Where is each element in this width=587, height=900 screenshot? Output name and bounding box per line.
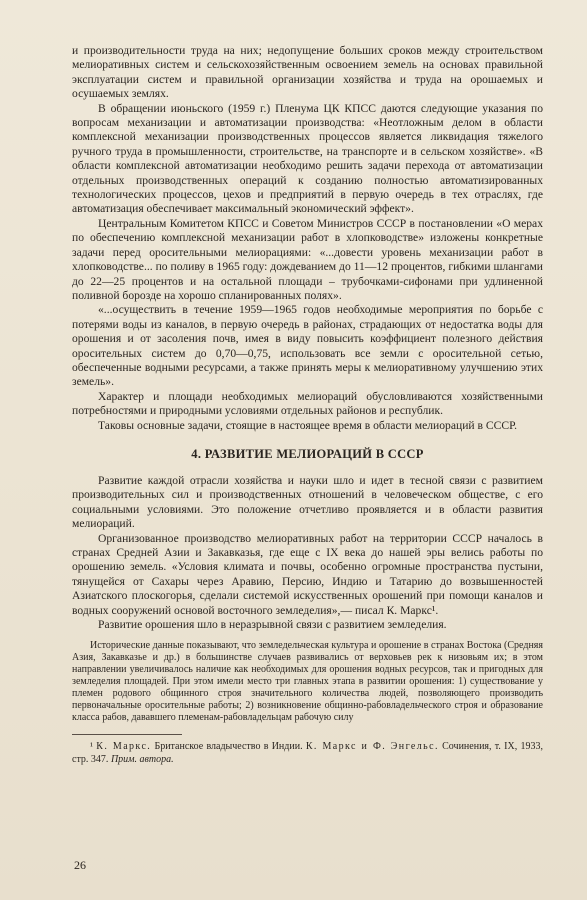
page-number: 26 [74, 858, 86, 872]
paragraph: Организованное производство мелиоративных работ на территории СССР началось в странах Средней Азии и Закавказья, где еще с IX века до нашей эры велись работы по орошению земель. «Условия климата и почвы, особенно огромные пространства пустыни, тянущейся от Сахары через Аравию, Персию, Индию и Татарию до возвышенностей Азиатского плоскогорья, сделали системой искусственных орошений при помощи каналов и водных сооружений основой восточного земледелия»,— писал К. Маркс¹. [72, 531, 543, 617]
footnote-author: К. Маркс. [96, 741, 152, 753]
paragraph: «...осуществить в течение 1959—1965 годов необходимые мероприятия по борьбе с потерями воды из каналов, в первую очередь в районах, страдающих от недостатка воды для орошения и от засоления почв, имея в виду повысить коэффициент полезного действия оросительных систем до 0,70—0,75, использовать все земли с оросительной сетью, обеспеченные водными ресурсами, а также принять меры к мелиоративному улучшению этих земель». [72, 303, 543, 389]
small-print-paragraph: Исторические данные показывают, что земледельческая культура и орошение в странах Востока (Средняя Азия, Закавказье и др.) в большинстве случаев развивались от верховьев рек к низовьям их; в этом направлении увеличивалось наличие как необходимых для орошения водных ресурсов, так и пригодных для земледелия площадей. При этом имели место три главных этапа в развитии орошения: 1) существование у племен родового общинного строя значительного количества людей, позволяющего производить первоначальные оросительные работы; 2) возникновение общинно-рабовладельческого строя и образование класса рабов, дававшего племенам-рабовладельцам рабочую силу [72, 640, 543, 724]
footnote-text: Британское владычество в Индии. [151, 741, 306, 753]
main-text [72, 44, 543, 632]
paragraph: Развитие каждой отрасли хозяйства и науки шло и идет в тесной связи с развитием производительных сил и производственных отношений в человеческом обществе, с его социальными условиями. Это положение отчетливо проявляется и в области развития мелиораций. [72, 473, 543, 531]
paragraph: Центральным Комитетом КПСС и Советом Министров СССР в постановлении «О мерах по обеспечению комплексной механизации работ в хлопководстве» изложены конкретные задачи перед оросительными мелиорациями: «...довести уровень механизации работ в хлопководстве... по поливу в 1965 году: дождеванием до 11—12 процентов, гибкими шлангами до 22—25 процентов и на остальной площади – трубочками-сифонами при удлиненной поливной бороздe на хорошо спланированных полях». [72, 216, 543, 302]
paragraph: Характер и площади необходимых мелиораций обусловливаются хозяйственными потребностями и природными условиями отдельных районов и республик. [72, 389, 543, 418]
footnote-divider [72, 734, 182, 735]
footnote-coauthors: К. Маркс и Ф. Энгельс. [305, 741, 439, 753]
paragraph: В обращении июньского (1959 г.) Пленума ЦК КПСС даются следующие указания по вопросам механизации и автоматизации производства: «Неотложным делом в области комплексной механизации производственных процессов является ликвидация тяжелого ручного труда в промышленности, строительстве, на транспорте и в сельском хозяйстве». «В области комплексной автоматизации необходимо решить задачи перехода от автоматизации отдельных производственных операций к созданию полностью автоматизированных технологических процессов, цехов и предприятий в первую очередь в тех отраслях, где автоматизация обеспечивает максимальный экономический эффект». [72, 101, 543, 216]
small-print-block [72, 640, 543, 724]
footnote [72, 741, 543, 766]
section-heading: 4. РАЗВИТИЕ МЕЛИОРАЦИЙ В СССР [191, 446, 424, 461]
paragraph: и производительности труда на них; недопущение больших сроков между строительством мелиоративных систем и сельскохозяйственным освоением земель на основах правильной эксплуатации систем и правильной организации хозяйства и труда на орошаемых и осушаемых землях. [72, 44, 543, 101]
footnote-marker: ¹ [90, 741, 97, 753]
footnote-text: Сочинения, т. IX, 1933, стр. 347. [72, 741, 543, 765]
footnote-note: Прим. автора. [110, 753, 174, 765]
paragraph: Таковы основные задачи, стоящие в настоящее время в области мелиораций в СССР. [98, 418, 517, 432]
paragraph: Развитие орошения шло в неразрывной связи с развитием земледелия. [98, 618, 447, 632]
